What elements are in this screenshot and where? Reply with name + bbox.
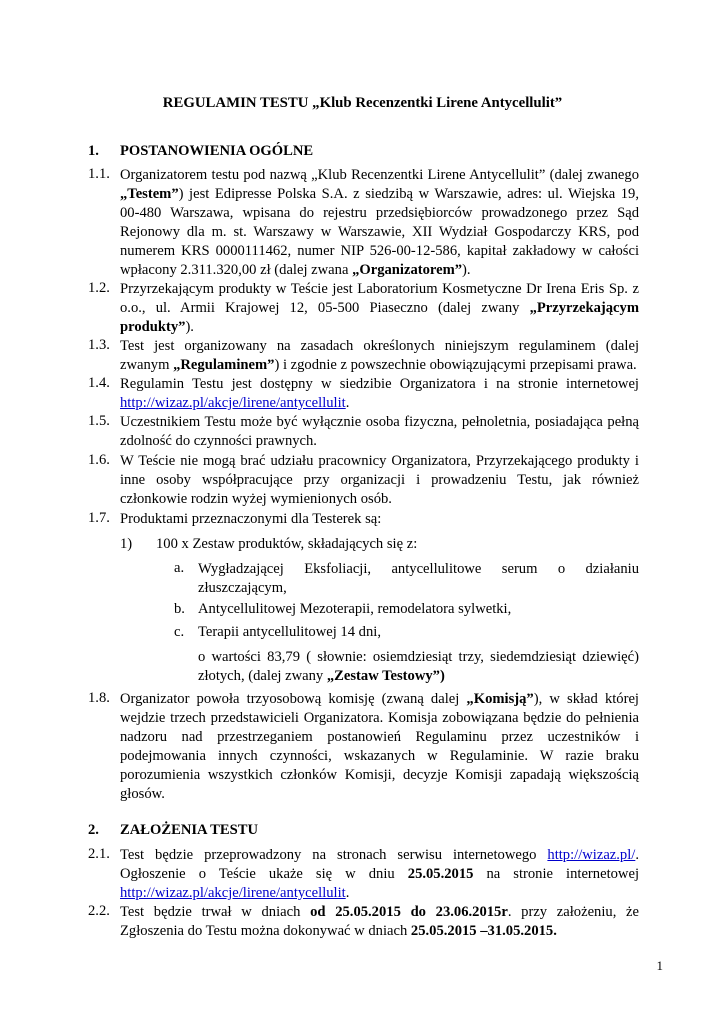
product-set-item <box>120 536 418 553</box>
section-1-heading <box>88 143 313 160</box>
defined-term: „Komisją” <box>466 691 534 707</box>
text-span: na stronie internetowej <box>473 866 639 882</box>
test-page-link[interactable]: http://wizaz.pl/akcje/lirene/antycellulit <box>120 885 346 901</box>
clause-2-1 <box>88 846 639 903</box>
list-letter: c. <box>174 624 185 640</box>
defined-term: „Przyrzekającym <box>529 300 639 316</box>
text-line: o wartości 83,79 ( słownie: osiemdziesiąt trzy, siedemdziesiąt dziewięć) <box>198 649 639 665</box>
text-line <box>120 922 639 941</box>
section-title: ZAŁOŻENIA TESTU <box>120 822 259 838</box>
clause-1-8 <box>88 690 639 804</box>
text-line: członkowie rodzin wyżej wymienionych osób. <box>120 491 392 507</box>
text-line: wejdzie trzech przedstawicieli Organizatora. Komisja zobowiązana będzie do pełnienia <box>120 710 639 726</box>
text-span: złotych, (dalej zwany <box>198 668 327 684</box>
clause-2-2 <box>88 903 639 941</box>
defined-term: „Zestaw Testowy”) <box>326 668 445 684</box>
text-span: Test będzie przeprowadzony na stronach serwisu internetowego <box>120 847 548 863</box>
list-letter: b. <box>174 601 185 617</box>
section-number: 1. <box>88 143 99 159</box>
product-value <box>198 648 639 686</box>
text-span: . <box>345 395 350 411</box>
text-span: . przy założeniu, że <box>507 904 640 920</box>
wizaz-link[interactable]: http://wizaz.pl/ <box>547 847 636 863</box>
text-span: . <box>345 885 350 901</box>
text-span: ) i zgodnie z powszechnie obowiązującymi przepisami prawa. <box>274 357 637 373</box>
clause-1-3 <box>88 337 639 375</box>
text-span: Test będzie trwał w dniach <box>120 904 311 920</box>
text-line: Regulamin Testu jest dostępny w siedzibie Organizatora i na stronie internetowej <box>120 376 639 392</box>
text-line <box>120 261 639 280</box>
text-line: Produktami przeznaczonymi dla Testerek są: <box>120 511 382 527</box>
defined-term: „Regulaminem” <box>173 357 275 373</box>
text-line <box>120 903 639 922</box>
text-span: . <box>635 847 639 863</box>
text-span: o.o., ul. Armii Krajowej 12, 05-500 Piaseczno (dalej zwany <box>120 300 530 316</box>
text-line: Rejonowy dla m. st. Warszawy w Warszawie, XII Wydział Gospodarczy KRS, pod <box>120 224 639 240</box>
clause-1-4 <box>88 375 639 413</box>
clause-1-7 <box>88 510 639 529</box>
clause-number: 2.2. <box>88 903 110 919</box>
text-line <box>120 356 639 375</box>
text-line <box>120 394 639 413</box>
clause-number: 2.1. <box>88 846 110 862</box>
text-line: 00-480 Warszawa, wpisana do rejestru przedsiębiorców prowadzonego przez Sąd <box>120 205 639 221</box>
text-line: podejmowania innych czynności, wskazanych w Regulaminie. W razie braku <box>120 748 639 764</box>
text-line: nadzoru nad przestrzeganiem postanowień Regulaminu przez uczestników i <box>120 729 639 745</box>
clause-number: 1.8. <box>88 690 110 706</box>
clause-number: 1.7. <box>88 510 110 526</box>
clause-number: 1.4. <box>88 375 110 391</box>
text-span: ) jest Edipresse Polska S.A. z siedzibą w Warszawie, adres: ul. Wiejska 19, <box>178 186 639 202</box>
regulamin-link[interactable]: http://wizaz.pl/akcje/lirene/antycellulit <box>120 395 346 411</box>
text-line: Organizatorem testu pod nazwą „Klub Recenzentki Lirene Antycellulit” (dalej zwanego <box>120 167 639 183</box>
clause-1-6 <box>88 452 639 509</box>
clause-1-2 <box>88 280 639 337</box>
text-span: zwanym <box>120 357 174 373</box>
list-letter: a. <box>174 560 185 576</box>
text-line: zdolność do czynności prawnych. <box>120 433 317 449</box>
text-line: złuszczającym, <box>198 580 287 596</box>
text-line <box>198 667 639 686</box>
section-2-heading <box>88 822 258 839</box>
list-text: Antycellulitowej Mezoterapii, remodelatora sylwetki, <box>198 601 512 617</box>
text-line: Wygładzającej Eksfoliacji, antycellulitowe serum o działaniu <box>198 561 639 577</box>
section-number: 2. <box>88 822 99 838</box>
date-highlight: 25.05.2015 –31.05.2015. <box>410 923 557 939</box>
text-line <box>120 884 639 903</box>
text-line: Przyrzekającym produkty w Teście jest Laboratorium Kosmetyczne Dr Irena Eris Sp. z <box>120 281 639 297</box>
clause-number: 1.6. <box>88 452 110 468</box>
defined-term: „Testem” <box>120 186 179 202</box>
list-text: 100 x Zestaw produktów, składających się z: <box>156 536 418 552</box>
clause-1-1 <box>88 166 639 280</box>
defined-term: produkty” <box>120 319 186 335</box>
text-line: Test jest organizowany na zasadach określonych niniejszym regulaminem (dalej <box>120 338 639 354</box>
text-span: Zgłoszenia do Testu można dokonywać w dniach <box>120 923 411 939</box>
text-line <box>120 846 639 865</box>
clause-number: 1.3. <box>88 337 110 353</box>
date-highlight: 25.05.2015 <box>407 866 474 882</box>
text-span: Ogłoszenie o Teście ukaże się w dniu <box>120 866 408 882</box>
text-span: ). <box>185 319 194 335</box>
section-title: POSTANOWIENIA OGÓLNE <box>120 143 314 159</box>
clause-number: 1.1. <box>88 166 110 182</box>
text-line <box>120 318 639 337</box>
text-span: ), w skład której <box>533 691 639 707</box>
text-line <box>120 865 639 884</box>
text-line: inne osoby współpracujące przy organizacji i prowadzeniu Testu, jak również <box>120 472 639 488</box>
clause-1-5 <box>88 413 639 451</box>
text-span: Organizator powoła trzyosobową komisję (zwaną dalej <box>120 691 467 707</box>
text-span: ). <box>462 262 471 278</box>
product-a <box>174 560 639 598</box>
list-text: Terapii antycellulitowej 14 dni, <box>198 624 381 640</box>
text-line <box>120 690 639 709</box>
text-line: numerem KRS 0000111462, numer NIP 526-00-12-586, kapitał zakładowy w całości <box>120 243 639 259</box>
date-highlight: od 25.05.2015 do 23.06.2015r <box>310 904 508 920</box>
text-line <box>120 299 639 318</box>
text-span: wpłacony 2.311.320,00 zł (dalej zwana <box>120 262 353 278</box>
text-line: głosów. <box>120 786 165 802</box>
clause-number: 1.5. <box>88 413 110 429</box>
list-number: 1) <box>120 536 133 552</box>
clause-number: 1.2. <box>88 280 110 296</box>
text-line: W Teście nie mogą brać udziału pracownicy Organizatora, Przyrzekającego produkty i <box>120 453 639 469</box>
defined-term: „Organizatorem” <box>352 262 463 278</box>
text-line: Uczestnikiem Testu może być wyłącznie osoba fizyczna, pełnoletnia, posiadająca pełną <box>120 414 639 430</box>
text-line <box>120 185 639 204</box>
document-title: REGULAMIN TESTU „Klub Recenzentki Lirene Antycellulit” <box>162 95 563 111</box>
text-line: porozumienia wszystkich członków Komisji, decyzje Komisji zapadają większością <box>120 767 639 783</box>
page-number: 1 <box>656 958 663 973</box>
